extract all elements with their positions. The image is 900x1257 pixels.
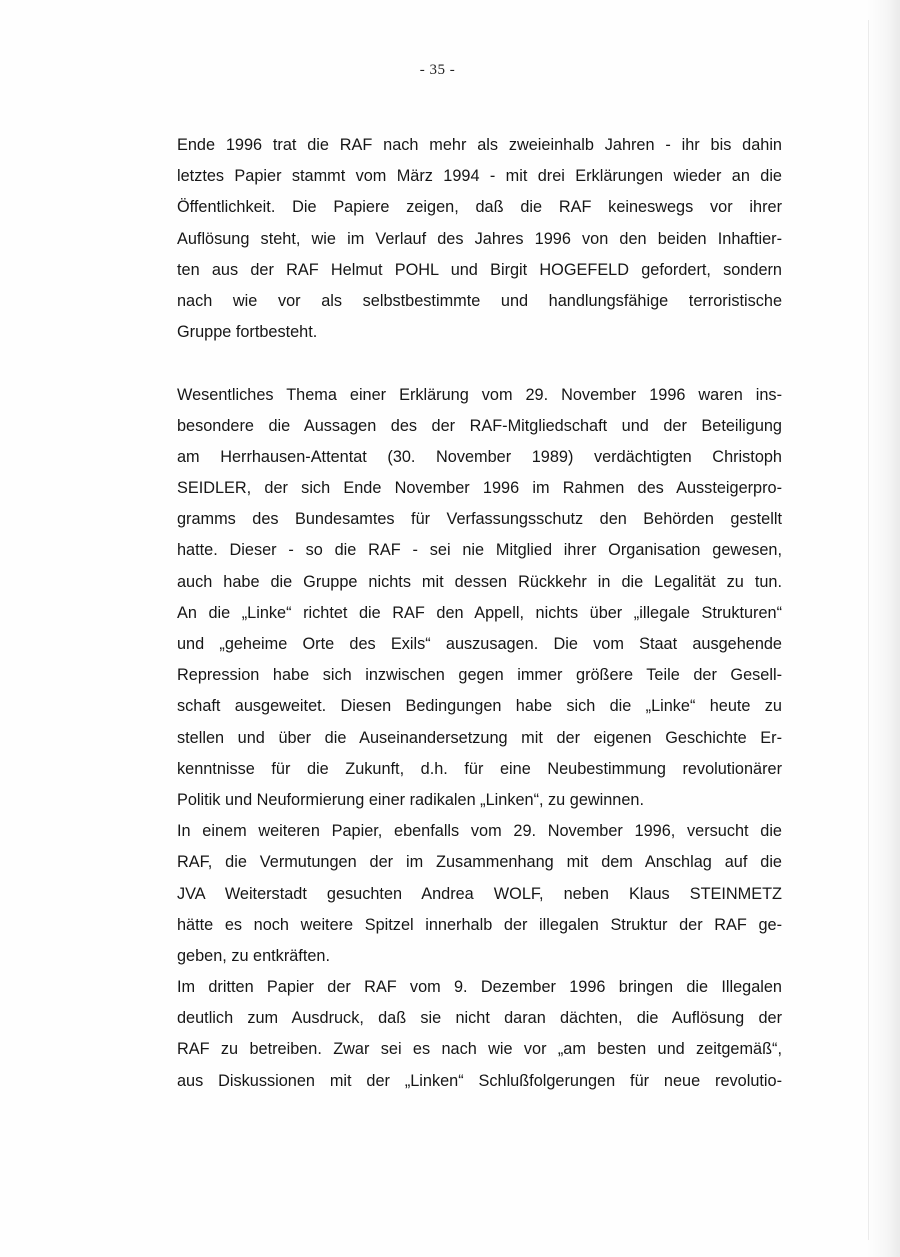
paragraph-3 <box>177 816 782 972</box>
text-line: Repression habe sich inzwischen gegen immer größere Teile der Gesell- <box>177 666 782 685</box>
text-line: am Herrhausen-Attentat (30. November 1989) verdächtigten Christoph <box>177 447 782 466</box>
text-line: auch habe die Gruppe nichts mit dessen Rückkehr in die Legalität zu tun. <box>177 572 782 591</box>
text-line: SEIDLER, der sich Ende November 1996 im Rahmen des Aussteigerpro- <box>177 479 782 498</box>
text-line: schaft ausgeweitet. Diesen Bedingungen habe sich die „Linke“ heute zu <box>177 697 782 716</box>
text-line: RAF, die Vermutungen der im Zusammenhang mit dem Anschlag auf die <box>177 853 782 872</box>
text-line: RAF zu betreiben. Zwar sei es nach wie vor „am besten und zeitgemäß“, <box>177 1040 782 1059</box>
text-line: Ende 1996 trat die RAF nach mehr als zweieinhalb Jahren - ihr bis dahin <box>177 136 782 154</box>
text-line: Im dritten Papier der RAF vom 9. Dezember 1996 bringen die Illegalen <box>177 978 782 997</box>
text-line: letztes Papier stammt vom März 1994 - mit drei Erklärungen wieder an die <box>177 167 782 186</box>
text-line: aus Diskussionen mit der „Linken“ Schlußfolgerungen für neue revolutio- <box>177 1071 782 1090</box>
text-line: stellen und über die Auseinandersetzung mit der eigenen Geschichte Er- <box>177 728 782 747</box>
text-line: kenntnisse für die Zukunft, d.h. für eine Neubestimmung revolutionärer <box>177 759 782 778</box>
text-line: hatte. Dieser - so die RAF - sei nie Mitglied ihrer Organisation gewesen, <box>177 541 782 560</box>
text-line: Auflösung steht, wie im Verlauf des Jahres 1996 von den beiden Inhaftier- <box>177 229 782 248</box>
paragraph-2 <box>177 380 782 817</box>
text-line: hätte es noch weitere Spitzel innerhalb der illegalen Struktur der RAF ge- <box>177 915 782 934</box>
paragraph-spacer <box>177 348 782 379</box>
body-text <box>177 130 782 1097</box>
text-line: Politik und Neuformierung einer radikalen „Linken“, zu gewinnen. <box>177 790 644 809</box>
text-line: ten aus der RAF Helmut POHL und Birgit HOGEFELD gefordert, sondern <box>177 260 782 279</box>
text-line: JVA Weiterstadt gesuchten Andrea WOLF, neben Klaus STEINMETZ <box>177 884 782 903</box>
paragraph-4 <box>177 972 782 1097</box>
text-line: An die „Linke“ richtet die RAF den Appell, nichts über „illegale Strukturen“ <box>177 603 782 622</box>
text-line: und „geheime Orte des Exils“ auszusagen. Die vom Staat ausgehende <box>177 635 782 653</box>
paragraph-1 <box>177 130 782 348</box>
text-line: nach wie vor als selbstbestimmte und handlungsfähige terroristische <box>177 291 782 310</box>
text-line: besondere die Aussagen des der RAF-Mitgliedschaft und der Beteiligung <box>177 416 782 435</box>
text-line: Gruppe fortbesteht. <box>177 323 318 342</box>
scan-edge-shadow <box>866 0 900 1257</box>
text-line: deutlich zum Ausdruck, daß sie nicht daran dächten, die Auflösung der <box>177 1009 782 1028</box>
scan-edge-line <box>868 20 869 1240</box>
text-line: In einem weiteren Papier, ebenfalls vom 29. November 1996, versucht die <box>177 822 782 841</box>
text-line: geben, zu entkräften. <box>177 946 330 965</box>
page-number: - 35 - <box>419 62 456 78</box>
text-line: gramms des Bundesamtes für Verfassungsschutz den Behörden gestellt <box>177 510 782 529</box>
text-line: Öffentlichkeit. Die Papiere zeigen, daß die RAF keineswegs vor ihrer <box>177 198 782 217</box>
text-line: Wesentliches Thema einer Erklärung vom 29. November 1996 waren ins- <box>177 385 782 404</box>
